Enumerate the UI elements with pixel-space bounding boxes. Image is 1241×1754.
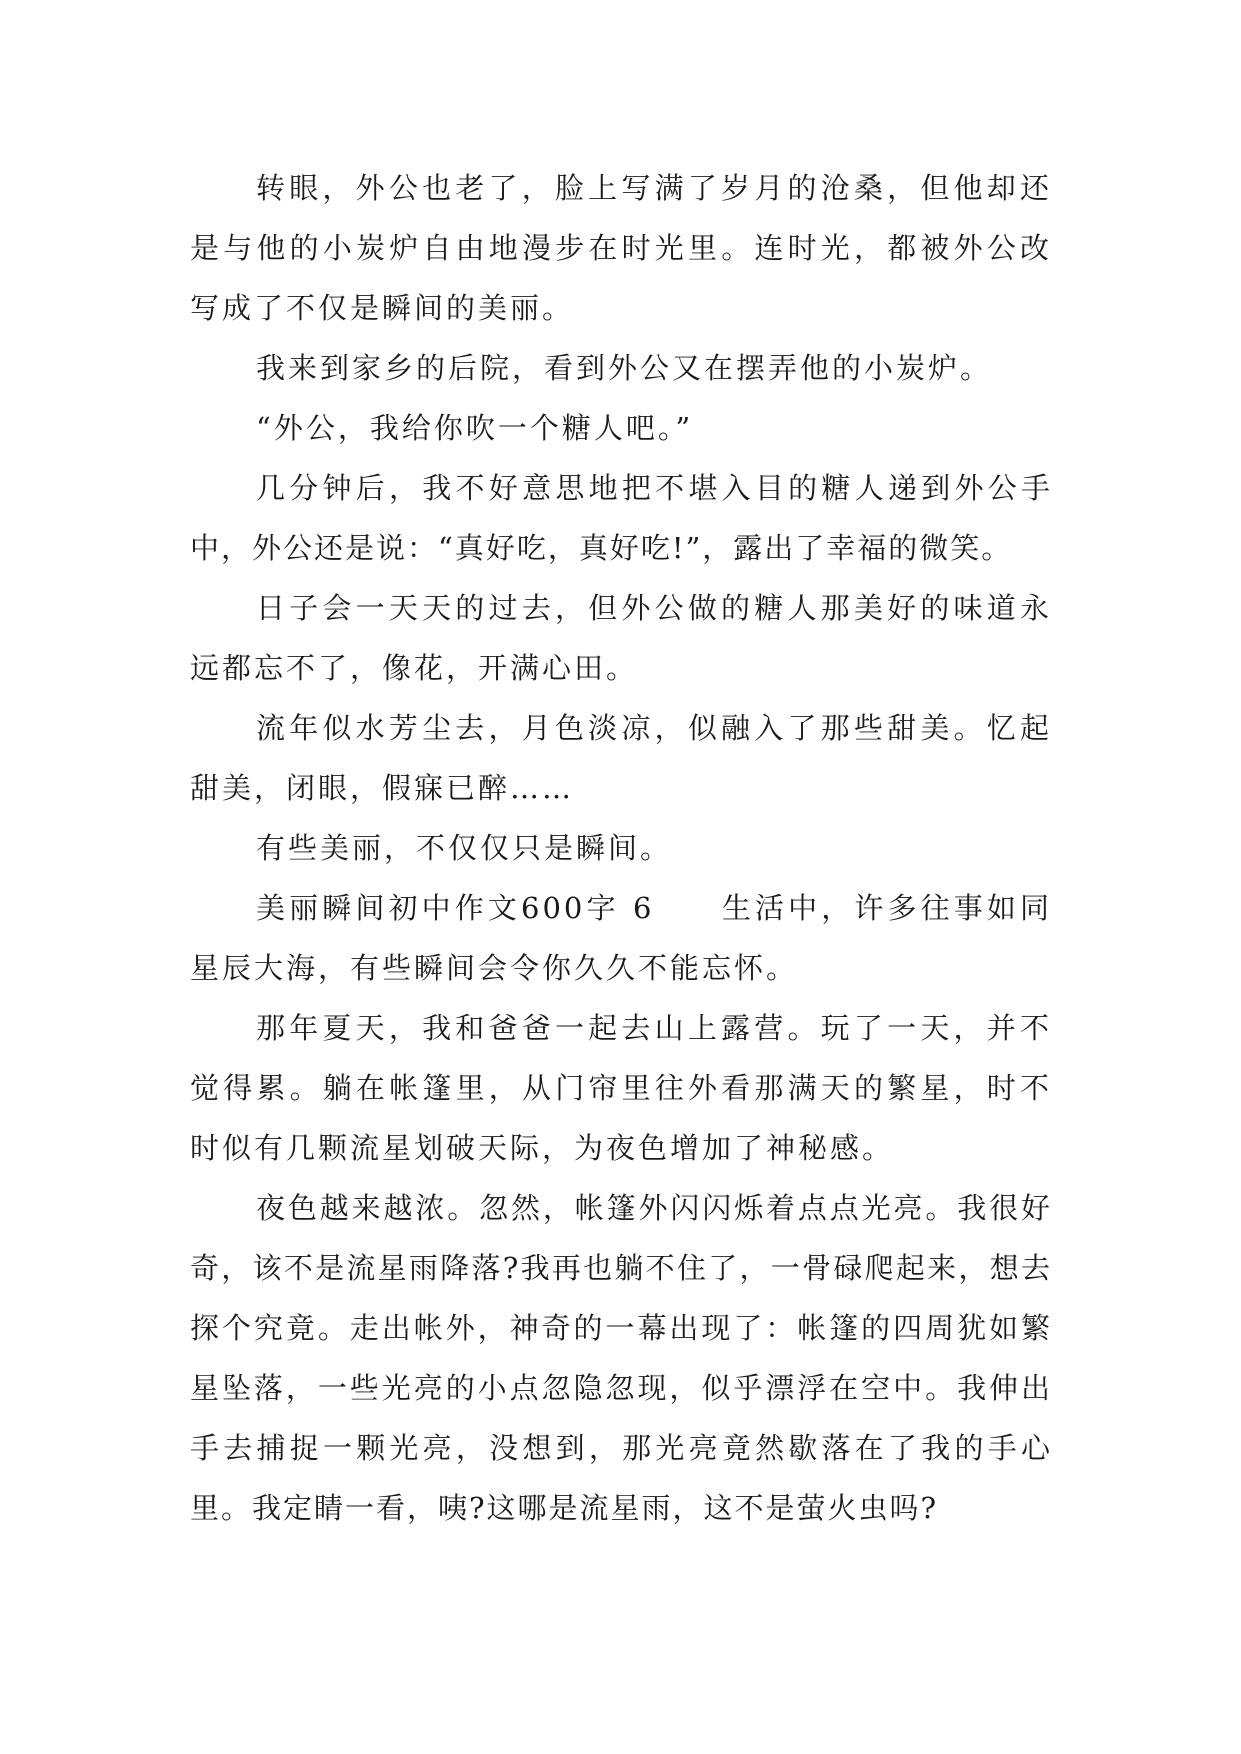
paragraph: 转眼，外公也老了，脸上写满了岁月的沧桑，但他却还是与他的小炭炉自由地漫步在时光里。连时光，都被外公改写成了不仅是瞬间的美丽。 [190,171,1052,325]
paragraph: 夜色越来越浓。忽然，帐篷外闪闪烁着点点光亮。我很好奇，该不是流星雨降落?我再也躺不住了，一骨碌爬起来，想去探个究竟。走出帐外，神奇的一幕出现了：帐篷的四周犹如繁星坠落，一些光亮的小点忽隐忽现，似乎漂浮在空中。我伸出手去捕捉一颗光亮，没想到，那光亮竟然歇落在了我的手心里。我定睛一看，咦?这哪是流星雨，这不是萤火虫吗? [190,1191,1052,1525]
paragraph: 日子会一天天的过去，但外公做的糖人那美好的味道永远都忘不了，像花，开满心田。 [190,591,1052,685]
paragraph: “外公，我给你吹一个糖人吧。” [256,411,694,445]
paragraph: 美丽瞬间初中作文600字 6 生活中，许多往事如同星辰大海，有些瞬间会令你久久不能忘怀。 [190,891,1052,985]
paragraph: 流年似水芳尘去，月色淡凉，似融入了那些甜美。忆起甜美，闭眼，假寐已醉…… [190,711,1052,805]
article-body [190,158,1052,1538]
paragraph: 几分钟后，我不好意思地把不堪入目的糖人递到外公手中，外公还是说：“真好吃，真好吃!”，露出了幸福的微笑。 [190,471,1052,565]
paragraph: 那年夏天，我和爸爸一起去山上露营。玩了一天，并不觉得累。躺在帐篷里，从门帘里往外看那满天的繁星，时不时似有几颗流星划破天际，为夜色增加了神秘感。 [190,1011,1052,1165]
paragraph: 我来到家乡的后院，看到外公又在摆弄他的小炭炉。 [256,351,993,385]
paragraph: 有些美丽，不仅仅只是瞬间。 [256,831,673,865]
